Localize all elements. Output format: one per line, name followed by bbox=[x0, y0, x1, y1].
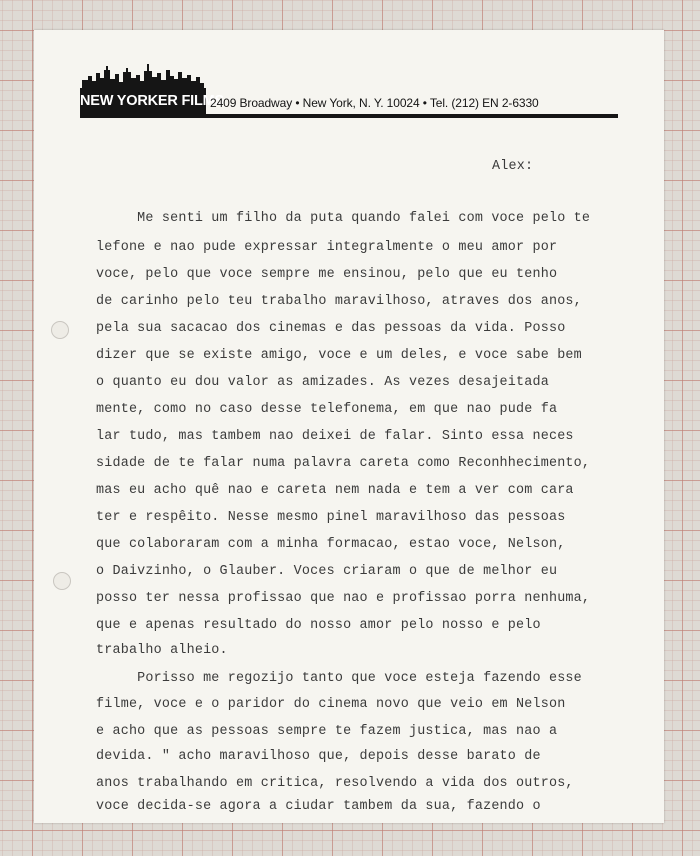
text-line: e acho que as pessoas sempre te fazem justica, mas nao a bbox=[96, 724, 558, 739]
text-line: anos trabalhando em critica, resolvendo a vida dos outros, bbox=[96, 776, 574, 791]
salutation: Alex: bbox=[492, 159, 534, 174]
text-line: lefone e nao pude expressar integralmente o meu amor por bbox=[96, 240, 558, 255]
text-line: trabalho alheio. bbox=[96, 643, 228, 658]
text-line: devida. " acho maravilhoso que, depois desse barato de bbox=[96, 749, 541, 764]
text-line: filme, voce e o paridor do cinema novo que veio em Nelson bbox=[96, 697, 566, 712]
text-line: posso ter nessa profissao que nao e profissao porra nenhuma, bbox=[96, 591, 591, 606]
letterhead-rule bbox=[80, 114, 618, 118]
text-line: lar tudo, mas tambem nao deixei de falar. Sinto essa neces bbox=[96, 429, 574, 444]
text-line: o Daivzinho, o Glauber. Voces criaram o que de melhor eu bbox=[96, 564, 558, 579]
text-line: voce decida-se agora a ciudar tambem da sua, fazendo o bbox=[96, 799, 541, 814]
company-address: 2409 Broadway • New York, N. Y. 10024 • Tel. (212) EN 2-6330 bbox=[210, 96, 539, 110]
text-line: pela sua sacacao dos cinemas e das pessoas da vida. Posso bbox=[96, 321, 566, 336]
text-line: mente, como no caso desse telefonema, em que nao pude fa bbox=[96, 402, 558, 417]
letter-page bbox=[34, 30, 664, 823]
text-line: mas eu acho quê nao e careta nem nada e tem a ver com cara bbox=[96, 483, 574, 498]
text-line: sidade de te falar numa palavra careta como Reconhhecimento, bbox=[96, 456, 591, 471]
skyline-logo-icon bbox=[82, 64, 204, 88]
text-line: o quanto eu dou valor as amizades. As vezes desajeitada bbox=[96, 375, 549, 390]
text-line: Porisso me regozijo tanto que voce esteja fazendo esse bbox=[96, 671, 582, 686]
punch-hole bbox=[53, 572, 71, 590]
text-line: que colaboraram com a minha formacao, estao voce, Nelson, bbox=[96, 537, 566, 552]
text-line: de carinho pelo teu trabalho maravilhoso, atraves dos anos, bbox=[96, 294, 582, 309]
text-line: dizer que se existe amigo, voce e um deles, e voce sabe bem bbox=[96, 348, 582, 363]
company-logo: NEW YORKER FILMS bbox=[80, 88, 206, 114]
letterhead bbox=[80, 64, 620, 120]
text-line: que e apenas resultado do nosso amor pelo nosso e pelo bbox=[96, 618, 541, 633]
text-line: voce, pelo que voce sempre me ensinou, pelo que eu tenho bbox=[96, 267, 558, 282]
text-line: Me senti um filho da puta quando falei com voce pelo te bbox=[96, 211, 591, 226]
text-line: ter e respêito. Nesse mesmo pinel maravilhoso das pessoas bbox=[96, 510, 566, 525]
